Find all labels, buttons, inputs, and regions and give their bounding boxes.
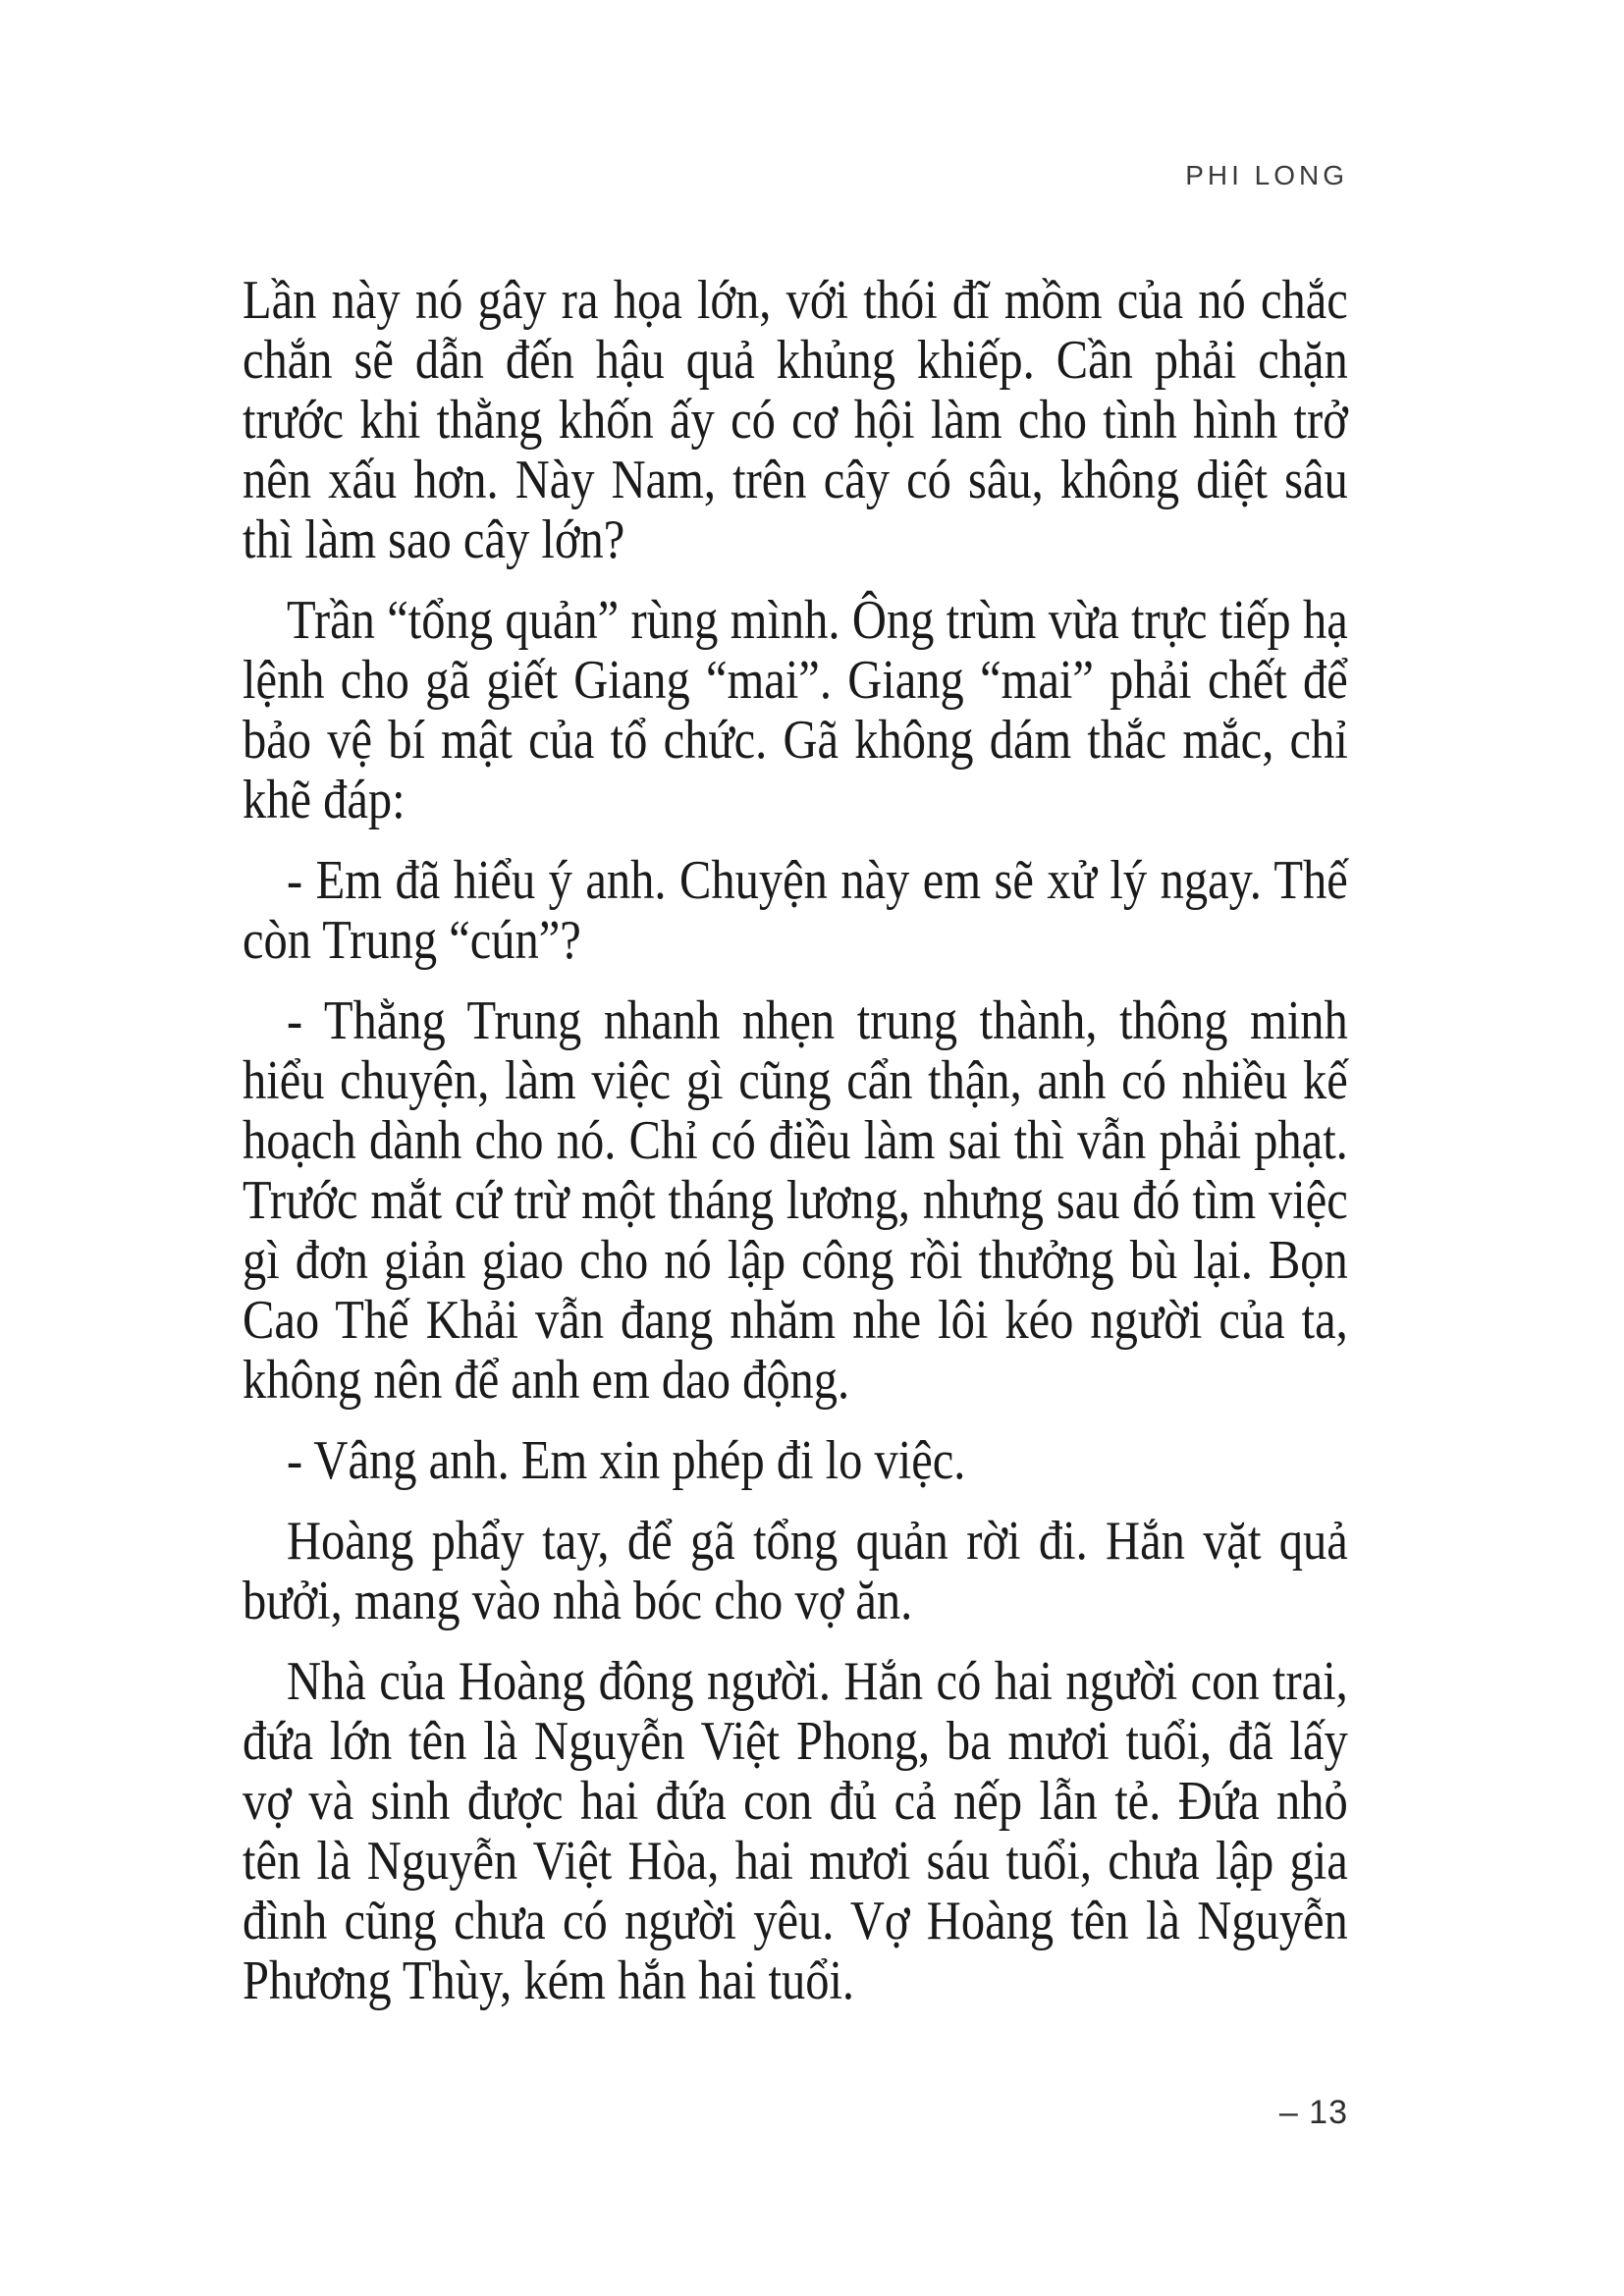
body-paragraph: - Thằng Trung nhanh nhẹn trung thành, thông minh hiểu chuyện, làm việc gì cũng cẩn thận, anh có nhiều kế hoạch dành cho nó. Chỉ có điều làm sai thì vẫn phải phạt. Trước mắt cứ trừ một tháng lương, nhưng sau đó tìm việc gì đơn giản giao cho nó lập công rồi thưởng bù lại. Bọn Cao Thế Khải vẫn đang nhăm nhe lôi kéo người của ta, không nên để anh em dao động. bbox=[243, 990, 1348, 1411]
body-paragraph: Lần này nó gây ra họa lớn, với thói đĩ mồm của nó chắc chắn sẽ dẫn đến hậu quả khủng khiếp. Cần phải chặn trước khi thằng khốn ấy có cơ hội làm cho tình hình trở nên xấu hơn. Này Nam, trên cây có sâu, không diệt sâu thì làm sao cây lớn? bbox=[243, 270, 1348, 570]
body-paragraph: - Vâng anh. Em xin phép đi lo việc. bbox=[287, 1430, 966, 1491]
running-head: PHI LONG bbox=[1185, 160, 1348, 190]
body-paragraph: Trần “tổng quản” rùng mình. Ông trùm vừa trực tiếp hạ lệnh cho gã giết Giang “mai”. Giang “mai” phải chết để bảo vệ bí mật của tổ chức. Gã không dám thắc mắc, chỉ khẽ đáp: bbox=[243, 590, 1348, 830]
body-text bbox=[243, 271, 1348, 2011]
body-paragraph: Hoàng phẩy tay, để gã tổng quản rời đi. Hắn vặt quả bưởi, mang vào nhà bóc cho vợ ăn. bbox=[243, 1511, 1348, 1631]
page-number: – 13 bbox=[1278, 2094, 1348, 2131]
body-paragraph: - Em đã hiểu ý anh. Chuyện này em sẽ xử lý ngay. Thế còn Trung “cún”? bbox=[243, 850, 1348, 971]
body-paragraph: Nhà của Hoàng đông người. Hắn có hai người con trai, đứa lớn tên là Nguyễn Việt Phong, ba mươi tuổi, đã lấy vợ và sinh được hai đứa con đủ cả nếp lẫn tẻ. Đứa nhỏ tên là Nguyễn Việt Hòa, hai mươi sáu tuổi, chưa lập gia đình cũng chưa có người yêu. Vợ Hoàng tên là Nguyễn Phương Thùy, kém hắn hai tuổi. bbox=[243, 1651, 1348, 2011]
